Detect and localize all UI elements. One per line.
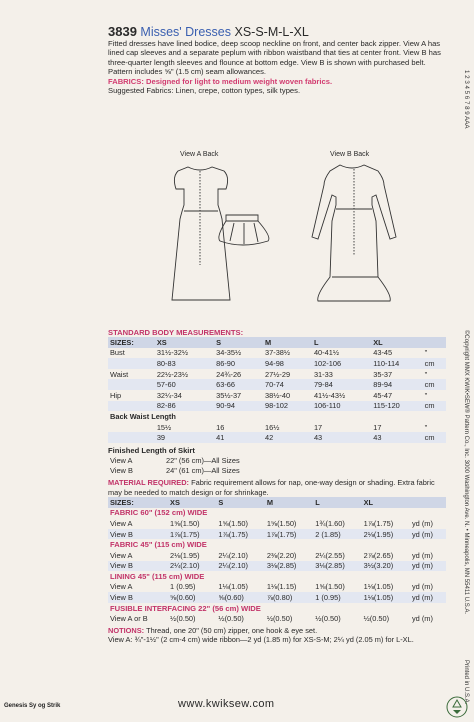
- skirt-length-title: Finished Length of Skirt: [108, 445, 195, 455]
- peplum-drawing: [219, 215, 269, 245]
- copyright-text: ©Copyright MMX KWIK•SEW® Pattern Co., Inc. 3000 Washington Ave. N. • Minneapolis, MN 55411 U.S.A.: [463, 330, 469, 615]
- store-brand: Genesis Sy og Strik: [4, 703, 61, 709]
- table-row: View B 24" (61 cm)—All Sizes: [110, 466, 240, 476]
- pattern-codes: 1 2 3 4 5 6 7 8 9 AAA: [463, 70, 470, 129]
- fabric-group-title: FUSIBLE INTERFACING 22" (56 cm) WIDE: [110, 603, 261, 613]
- table-row: 57-60 63-66 70-74 79-84 89-94 cm: [108, 379, 446, 390]
- seam-allowance: Pattern includes ⅝" (1.5 cm) seam allowances.: [108, 67, 267, 77]
- sidebar-copyright: [456, 60, 470, 710]
- sizes-header-row: SIZES: XS S M L XL: [108, 497, 446, 508]
- table-row: View A or B ½(0.50) ½(0.50) ½(0.50) ½(0.50) ½(0.50) yd (m): [110, 614, 433, 624]
- material-required: MATERIAL REQUIRED: Fabric requirement allows for nap, one-way design or shading. Extra fabric may be needed to match design or for shrinkage.: [108, 478, 435, 497]
- body-measurements-title: STANDARD BODY MEASUREMENTS:: [108, 328, 244, 337]
- table-row: Hip 32¼-34 35½-37 38½-40 41½-43½ 45-47 ": [110, 390, 428, 400]
- table-row: 82-86 90-94 98-102 106-110 115-120 cm: [108, 401, 446, 412]
- fabric-group-title: LINING 45" (115 cm) WIDE: [110, 571, 205, 581]
- sizes-header-row: SIZES: XS S M L XL: [108, 337, 446, 348]
- fabric-group-title: FABRIC 60" (152 cm) WIDE: [110, 508, 208, 518]
- body-measurements-table: [108, 337, 446, 443]
- table-row: View A 1 (0.95) 1⅛(1.05) 1⅛(1.15) 1⅝(1.50) 1⅛(1.05) yd (m): [110, 582, 433, 592]
- table-row: 39 41 42 43 43 cm: [108, 432, 446, 443]
- fabrics-label: FABRICS:: [108, 76, 144, 86]
- table-row: 80-83 86-90 94-98 102-106 110-114 cm: [108, 358, 446, 369]
- table-row: Bust 31½-32½ 34-35½ 37-38½ 40-41½ 43-45 ": [110, 348, 428, 358]
- view-a-dress-drawing: [172, 167, 230, 300]
- website-url[interactable]: www.kwiksew.com: [178, 698, 275, 710]
- table-row: Waist 22½-23½ 24¾-26 27½-29 31-33 35-37 ": [110, 369, 428, 379]
- fabrics-text: Designed for light to medium weight woven fabrics.: [145, 76, 333, 86]
- table-row: View B ⅝(0.60) ⅝(0.60) ⅞(0.80) 1 (0.95) 1⅛(1.05) yd (m): [108, 592, 446, 603]
- recycle-icon: [446, 696, 468, 718]
- table-row: 15½ 16 16½ 17 17 ": [156, 422, 428, 432]
- table-row: View A 22" (56 cm)—All Sizes: [110, 455, 240, 465]
- table-row: View A 2⅛(1.95) 2¼(2.10) 2⅜(2.20) 2¼(2.55) 2⅞(2.65) yd (m): [110, 550, 433, 560]
- measurement-tables: [108, 326, 446, 645]
- view-a-label: View A Back: [180, 151, 219, 158]
- illustrations: [108, 145, 453, 305]
- pattern-sizes: XS-S-M-L-XL: [234, 25, 309, 39]
- pattern-number: 3839: [108, 24, 137, 39]
- printed-text: Printed in U.S.A.: [463, 660, 469, 705]
- table-row: View A 1⅝(1.50) 1⅝(1.50) 1⅝(1.50) 1¾(1.60) 1⅞(1.75) yd (m): [110, 518, 433, 528]
- notions: NOTIONS: Thread, one 20" (50 cm) zipper, one hook & eye set.: [108, 626, 318, 636]
- pattern-intro: [108, 39, 453, 95]
- table-row: View B 1⅞(1.75) 1⅞(1.75) 1⅞(1.75) 2 (1.85) 2⅛(1.95) yd (m): [108, 529, 446, 540]
- pattern-name: Misses' Dresses: [140, 25, 232, 39]
- fabric-requirements-table: [108, 497, 446, 624]
- description: Fitted dresses have lined bodice, deep scoop neckline on front, and center back zipper. View A has lined cap sleeves and a separate peplum with ribbon waistband that ties at center front. View B has three-quarter length sleeves and flounce at bottom edge. View B is shown with purchased belt.: [108, 39, 441, 67]
- pattern-header: [108, 24, 309, 39]
- view-b-dress-drawing: [312, 165, 396, 301]
- fabrics-line: [108, 77, 453, 86]
- view-b-label: View B Back: [330, 151, 370, 158]
- table-row: View B 2¼(2.10) 2¼(2.10) 3⅛(2.85) 3⅛(2.85) 3½(3.20) yd (m): [108, 561, 446, 572]
- suggested-fabrics: Suggested Fabrics: Linen, crepe, cotton types, silk types.: [108, 86, 301, 96]
- dress-drawings: [108, 145, 453, 305]
- notions-view-a: View A: ¾"-1½" (2 cm-4 cm) wide ribbon—2 yd (1.85 m) for XS-S-M; 2¼ yd (2.05 m) for L-XL.: [108, 635, 414, 645]
- skirt-length-table: [108, 455, 446, 476]
- fabric-group-title: FABRIC 45" (115 cm) WIDE: [110, 540, 207, 550]
- table-row: Back Waist Length: [110, 411, 176, 421]
